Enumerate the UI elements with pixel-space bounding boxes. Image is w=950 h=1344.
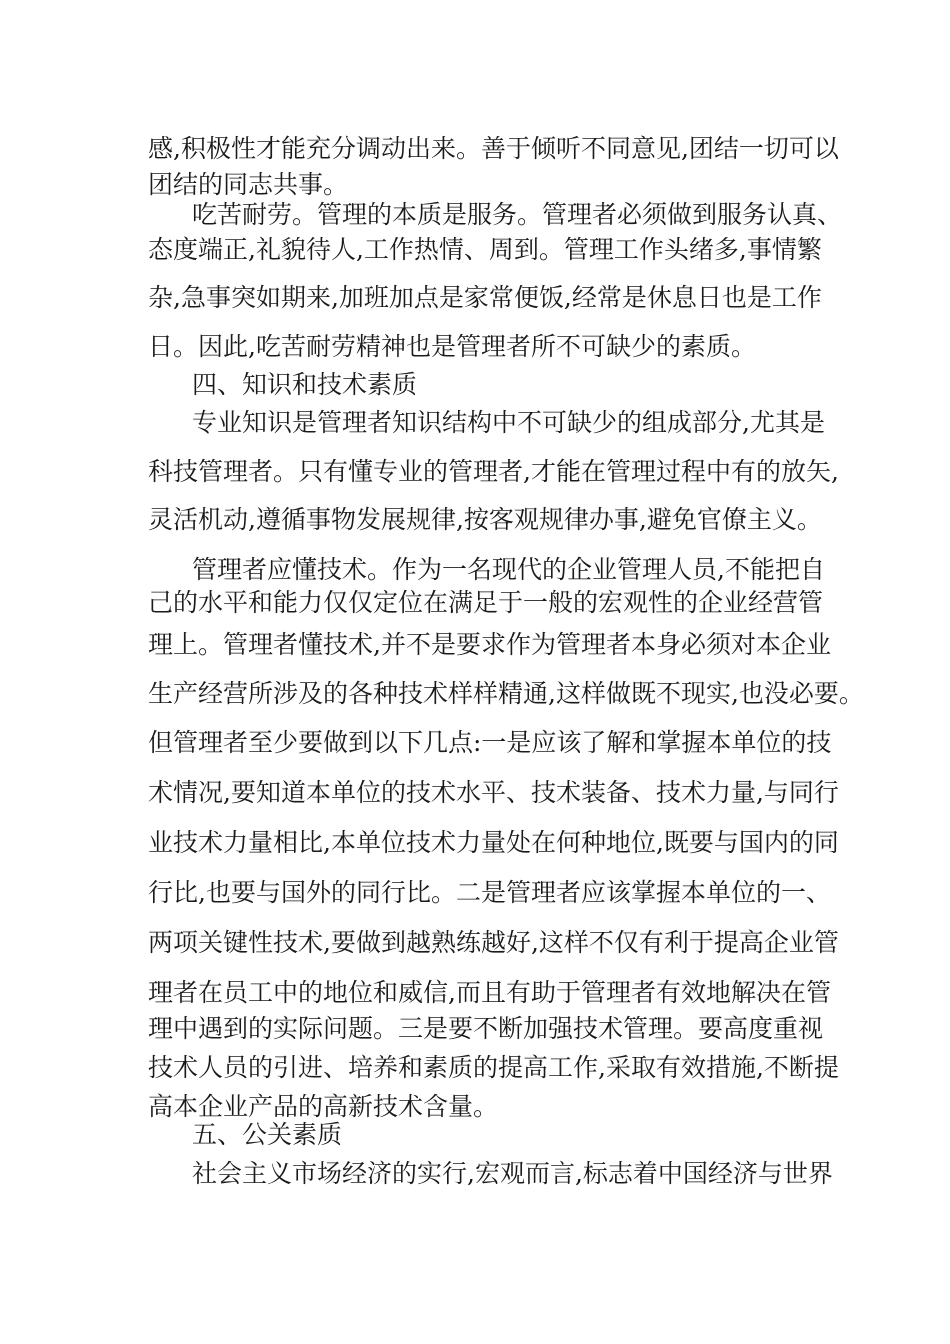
text-line: 技术人员的引进、培养和素质的提高工作,采取有效措施,不断提 (148, 1053, 839, 1082)
text-line: 感,积极性才能充分调动出来。善于倾听不同意见,团结一切可以 (148, 134, 839, 163)
text-line: 社会主义市场经济的实行,宏观而言,标志着中国经济与世界 (192, 1159, 833, 1188)
text-line: 态度端正,礼貌待人,工作热情、周到。管理工作头绪多,事情繁 (148, 235, 822, 264)
text-line: 但管理者至少要做到以下几点:一是应该了解和掌握本单位的技 (148, 728, 832, 757)
section-heading: 五、公关素质 (192, 1120, 343, 1149)
text-line: 理上。管理者懂技术,并不是要求作为管理者本身必须对本企业 (148, 630, 831, 659)
text-line: 科技管理者。只有懂专业的管理者,才能在管理过程中有的放矢, (148, 457, 839, 486)
text-line: 理者在员工中的地位和威信,而且有助于管理者有效地解决在管 (148, 978, 831, 1007)
text-line: 专业知识是管理者知识结构中不可缺少的组成部分,尤其是 (192, 408, 825, 437)
section-heading: 四、知识和技术素质 (192, 370, 418, 399)
text-line: 两项关键性技术,要做到越熟练越好,这样不仅有利于提高企业管 (148, 928, 839, 957)
text-line: 管理者应懂技术。作为一名现代的企业管理人员,不能把自 (192, 555, 825, 584)
text-line: 高本企业产品的高新技术含量。 (148, 1092, 499, 1121)
text-line: 团结的同志共事。 (148, 170, 349, 199)
text-line: 理中遇到的实际问题。三是要不断加强技术管理。要高度重视 (148, 1014, 824, 1043)
text-line: 术情况,要知道本单位的技术水平、技术装备、技术力量,与同行 (148, 778, 839, 807)
text-line: 杂,急事突如期来,加班加点是家常便饭,经常是休息日也是工作 (148, 283, 822, 312)
text-line: 行比,也要与国外的同行比。二是管理者应该掌握本单位的一、 (148, 878, 831, 907)
text-line: 生产经营所涉及的各种技术样样精通,这样做既不现实,也没必要。 (148, 679, 864, 708)
text-line: 业技术力量相比,本单位技术力量处在何种地位,既要与国内的同 (148, 828, 839, 857)
text-line: 灵活机动,遵循事物发展规律,按客观规律办事,避免官僚主义。 (148, 505, 822, 534)
text-line: 己的水平和能力仅仅定位在满足于一般的宏观性的企业经营管 (148, 588, 824, 617)
text-line: 吃苦耐劳。管理的本质是服务。管理者必须做到服务认真、 (192, 200, 843, 229)
text-line: 日。因此,吃苦耐劳精神也是管理者所不可缺少的素质。 (148, 332, 756, 361)
